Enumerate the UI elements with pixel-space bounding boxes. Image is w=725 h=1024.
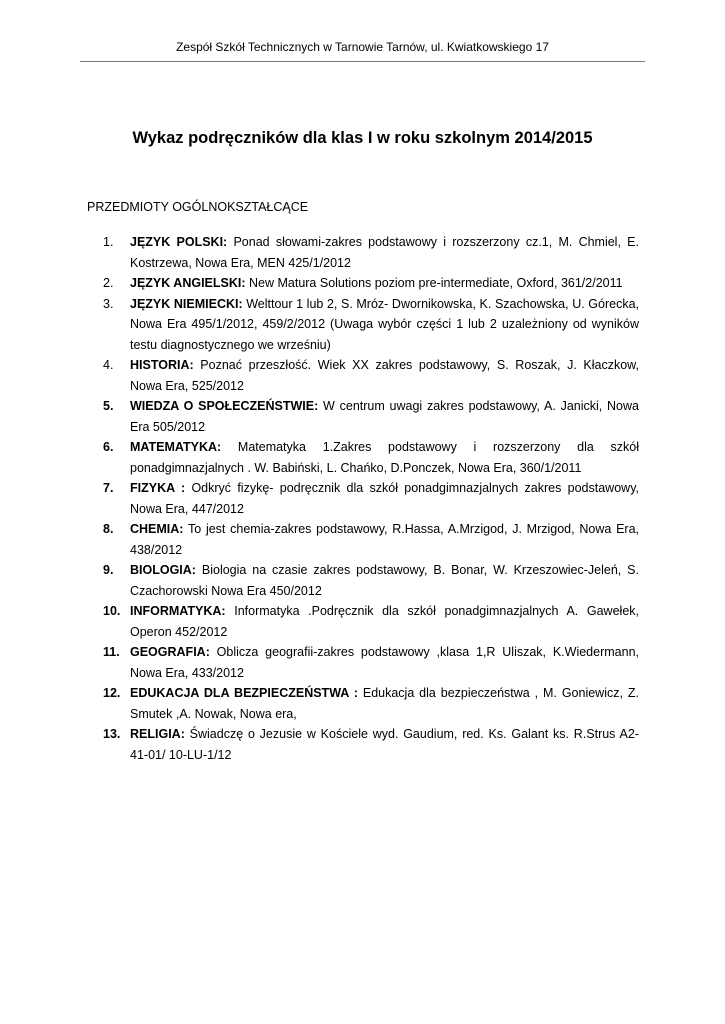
list-item-number-text: 1. [103, 235, 114, 249]
list-item-number [87, 683, 130, 724]
textbook-details: Ponad słowami-zakres podstawowy i rozszerzony cz.1, M. Chmiel, E. Kostrzewa, Nowa Era, MEN 425/1/2012 [130, 235, 639, 270]
list-item-body [130, 683, 639, 724]
textbook-details: Welttour 1 lub 2, S. Mróz- Dwornikowska, K. Szachowska, U. Górecka, Nowa Era 495/1/2012, 459/2/2012 (Uwaga wybór części 1 lub 2 uzależniony od wyników testu diagnostycznego we wrześniu) [130, 296, 640, 352]
textbook-details: To jest chemia-zakres podstawowy, R.Hassa, A.Mrzigod, J. Mrzigod, Nowa Era, 438/2012 [130, 522, 639, 557]
list-item-number [87, 273, 130, 294]
subject-name: BIOLOGIA: [130, 563, 196, 577]
list-item-body [130, 355, 639, 396]
list-item [87, 232, 639, 273]
list-item-number-text: 5. [103, 399, 114, 413]
document-title: Wykaz podręczników dla klas I w roku szkolnym 2014/2015 [132, 129, 593, 147]
list-item-number [87, 519, 130, 560]
list-item-number-text: 9. [103, 563, 114, 577]
subject-name: JĘZYK ANGIELSKI: [130, 276, 246, 290]
list-item-number-text: 4. [103, 358, 114, 372]
list-item-number-text: 3. [103, 296, 114, 311]
list-item-number [87, 355, 130, 396]
list-item-body [130, 273, 639, 294]
textbook-details: Informatyka .Podręcznik dla szkół ponadgimnazjalnych A. Gawełek, Operon 452/2012 [130, 604, 639, 639]
textbook-details: Matematyka 1.Zakres podstawowy i rozszerzony dla szkół ponadgimnazjalnych . W. Babiński, L. Chańko, D.Ponczek, Nowa Era, 360/1/2011 [130, 440, 639, 475]
subject-name: RELIGIA: [130, 727, 185, 741]
section-heading: PRZEDMIOTY OGÓLNOKSZTAŁCĄCE [87, 200, 309, 214]
textbook-details: New Matura Solutions poziom pre-intermediate, Oxford, 361/2/2011 [245, 276, 623, 290]
list-item-body [130, 560, 639, 601]
list-item-body [130, 437, 639, 478]
list-item-body [130, 294, 639, 356]
subject-name: WIEDZA O SPOŁECZEŃSTWIE: [130, 399, 319, 413]
list-item-number-text: 13. [103, 727, 121, 741]
list-item-number [87, 478, 130, 519]
list-item-body [130, 724, 639, 765]
list-item-number [87, 642, 130, 683]
textbook-details: Poznać przeszłość. Wiek XX zakres podstawowy, S. Roszak, J. Kłaczkow, Nowa Era, 525/2012 [130, 358, 639, 393]
subject-name: HISTORIA: [130, 358, 194, 372]
list-item-number [87, 396, 130, 437]
list-item-number-text: 12. [103, 686, 121, 700]
textbook-details: W centrum uwagi zakres podstawowy, A. Janicki, Nowa Era 505/2012 [130, 399, 639, 434]
textbook-details: Biologia na czasie zakres podstawowy, B. Bonar, W. Krzeszowiec-Jeleń, S. Czachorowski Nowa Era 450/2012 [130, 563, 639, 598]
list-item [87, 683, 639, 724]
list-item-number-text: 6. [103, 440, 114, 454]
list-item-number [87, 724, 130, 765]
list-item-number [87, 560, 130, 601]
subject-name: CHEMIA: [130, 522, 184, 536]
textbook-details: Oblicza geografii-zakres podstawowy ,klasa 1,R Uliszak, K.Wiedermann, Nowa Era, 433/2012 [130, 645, 639, 680]
list-item-body [130, 642, 639, 683]
textbook-details: Edukacja dla bezpieczeństwa , M. Goniewicz, Z. Smutek ,A. Nowak, Nowa era, [130, 686, 639, 721]
list-item [87, 437, 639, 478]
list-item-body [130, 601, 639, 642]
list-item [87, 396, 639, 437]
textbook-list [87, 232, 639, 765]
page-header: Zespół Szkół Technicznych w Tarnowie Tarnów, ul. Kwiatkowskiego 17 [176, 40, 549, 54]
list-item-number-text: 2. [103, 276, 114, 290]
list-item-body [130, 396, 639, 437]
list-item [87, 294, 639, 356]
subject-name: MATEMATYKA: [130, 440, 222, 454]
list-item-number-text: 10. [103, 604, 121, 618]
list-item [87, 273, 639, 294]
list-item [87, 642, 639, 683]
list-item-number [87, 294, 130, 356]
list-item-body [130, 232, 639, 273]
list-item-body [130, 519, 639, 560]
list-item-number [87, 437, 130, 478]
list-item-number-text: 11. [103, 645, 120, 659]
list-item [87, 478, 639, 519]
textbook-details: Świadczę o Jezusie w Kościele wyd. Gaudium, red. Ks. Galant ks. R.Strus A2-41-01/ 10-LU-1/12 [130, 727, 639, 762]
list-item-number [87, 232, 130, 273]
list-item [87, 355, 639, 396]
list-item [87, 724, 639, 765]
subject-name: GEOGRAFIA: [130, 645, 210, 659]
textbook-details: Odkryć fizykę- podręcznik dla szkół ponadgimnazjalnych zakres podstawowy, Nowa Era, 447/2012 [130, 481, 639, 516]
list-item-number-text: 8. [103, 522, 114, 536]
subject-name: INFORMATYKA: [130, 604, 226, 618]
list-item-number [87, 601, 130, 642]
subject-name: FIZYKA : [130, 481, 186, 495]
subject-name: JĘZYK POLSKI: [130, 235, 228, 249]
subject-name: EDUKACJA DLA BEZPIECZEŃSTWA : [130, 686, 358, 700]
list-item [87, 560, 639, 601]
list-item [87, 519, 639, 560]
header-divider [80, 61, 645, 62]
list-item-number-text: 7. [103, 481, 114, 495]
list-item [87, 601, 639, 642]
subject-name: JĘZYK NIEMIECKI: [130, 296, 243, 311]
list-item-body [130, 478, 639, 519]
